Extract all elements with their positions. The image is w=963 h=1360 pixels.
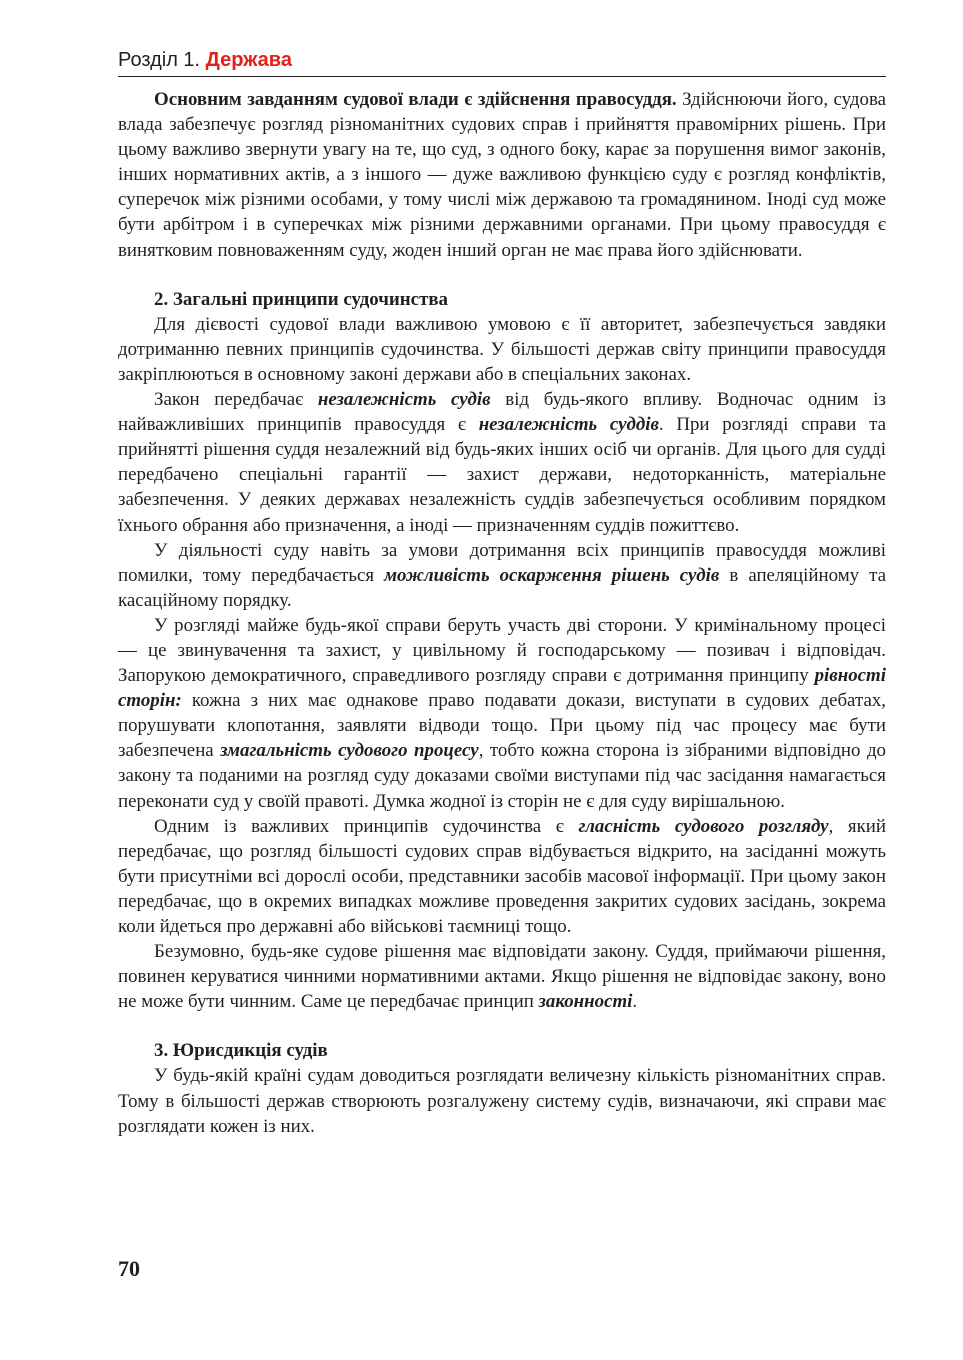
term-publicity: гласність судового розгляду <box>578 815 829 837</box>
section-2-paragraph-1: Для дієвості судової влади важливою умовою є її авторитет, забезпечується завдяки дотриманню певних принципів судочинства. У більшості держав світу принципи правосуддя закріплюються в основному законі держави або в спеціальних законах. <box>118 313 886 385</box>
section-2-paragraph-5 <box>118 814 886 939</box>
text-run: У діяльності суду навіть за умови дотримання всіх принципів правосуддя можливі помилки, тому передбачається <box>118 539 886 586</box>
section-3-paragraph-1: У будь-якій країні судам доводиться розглядати величезну кількість різноманітних справ. Тому в більшості держав створюють розгалужену систему судів, визначаючи, які справи має розглядати кожен із них. <box>118 1065 886 1137</box>
term-judges-independence: незалежність суддів <box>478 414 659 436</box>
page-number: 70 <box>118 1256 140 1281</box>
text-run: в апеляційному та касаційному порядку. <box>118 564 886 611</box>
term-legality: законності <box>538 991 633 1013</box>
section-title: Держава <box>205 49 292 71</box>
text-run: кожна з них має однакове право подавати докази, виступати в судових дебатах, порушувати клопотання, заявляти відводи тощо. При цьому під час процесу має бути забезпечена <box>118 690 886 762</box>
section-2-paragraph-3 <box>118 538 886 613</box>
section-2-paragraph-4 <box>118 613 886 814</box>
text-run: Закон передбачає <box>154 389 318 411</box>
term-adversarial-process: змагальність судового процесу <box>220 740 479 762</box>
text-run: . <box>632 991 638 1013</box>
section-2-paragraph-2 <box>118 387 886 538</box>
section-2-heading: 2. Загальні принципи судочинства <box>154 288 448 310</box>
page-body <box>118 87 886 1139</box>
section-label: Розділ 1. <box>118 49 201 71</box>
text-run: . При розгляді справи та прийнятті рішення суддя незалежний від будь-яких інших осіб чи органів. Для цього для судді передбачено спеціальні гарантії — захист держави, недоторканність, матеріальне забезпечення. У деяких державах незалежність суддів забезпечується особливим порядком їхнього обрання або призначення, а іноді — призначенням суддів пожиттєво. <box>118 414 887 536</box>
text-run: , тобто кожна сторона із зібраними відповідно до закону та поданими на розгляд суду доказами своїми виступами під час засідання намагається переконати суд у своїй правоті. Думка жодної із сторін не є для суду вирішальною. <box>118 740 887 812</box>
intro-text: Здійснюючи його, судова влада забезпечує розгляд різноманітних судових справ і прийняття правомірних рішень. При цьому важливо звернути увагу на те, що суд, з одного боку, карає за порушення вимог законів, інших нормативних актів, а з іншого — дуже важливою функцією суду є розгляд конфліктів, суперечок між різними особами, у тому числі між державою та громадянином. Іноді суд може бути арбітром і в суперечках між різними державними органами. При цьому правосуддя є винятковим повноваженням суду, жоден інший орган не має права його здійснювати. <box>118 89 886 261</box>
text-run: У розгляді майже будь-якої справи беруть участь дві сторони. У кримінальному процесі — це звинувачення та захист, у цивільному й господарському — позивач і відповідач. Запорукою демократичного, справедливого розгляду справи є дотримання принципу <box>118 614 886 687</box>
intro-lead: Основним завданням судової влади є здійснення правосуддя. <box>154 89 677 110</box>
text-run: від будь-якого впливу. Водночас одним із найважливіших принципів правосуддя є <box>118 389 886 436</box>
section-2-paragraph-6 <box>118 939 886 1014</box>
section-3-heading: 3. Юрисдикція судів <box>154 1040 328 1062</box>
term-parties-equality: рівності сторін: <box>118 665 886 712</box>
text-run: , який передбачає, що розгляд більшості судових справ відбувається відкрито, на засіданні можуть бути присутніми всі дорослі особи, представники засобів масової інформації. При цьому закон передбачає, що в окремих випадках можливе проведення закритих судових засідань, зокрема коли йдеться про державні або військові таємниці тощо. <box>118 815 887 937</box>
intro-paragraph <box>118 87 886 263</box>
running-header <box>118 48 886 77</box>
text-run: Одним із важливих принципів судочинства є <box>154 815 579 837</box>
term-appeal-possibility: можливість оскарження рішень судів <box>384 564 720 586</box>
text-run: Безумовно, будь-яке судове рішення має відповідати закону. Суддя, приймаючи рішення, повинен керуватися чинними нормативними актами. Якщо рішення не відповідає закону, воно не може бути чинним. Саме це передбачає принцип <box>118 941 886 1013</box>
term-courts-independence: незалежність судів <box>317 389 491 411</box>
